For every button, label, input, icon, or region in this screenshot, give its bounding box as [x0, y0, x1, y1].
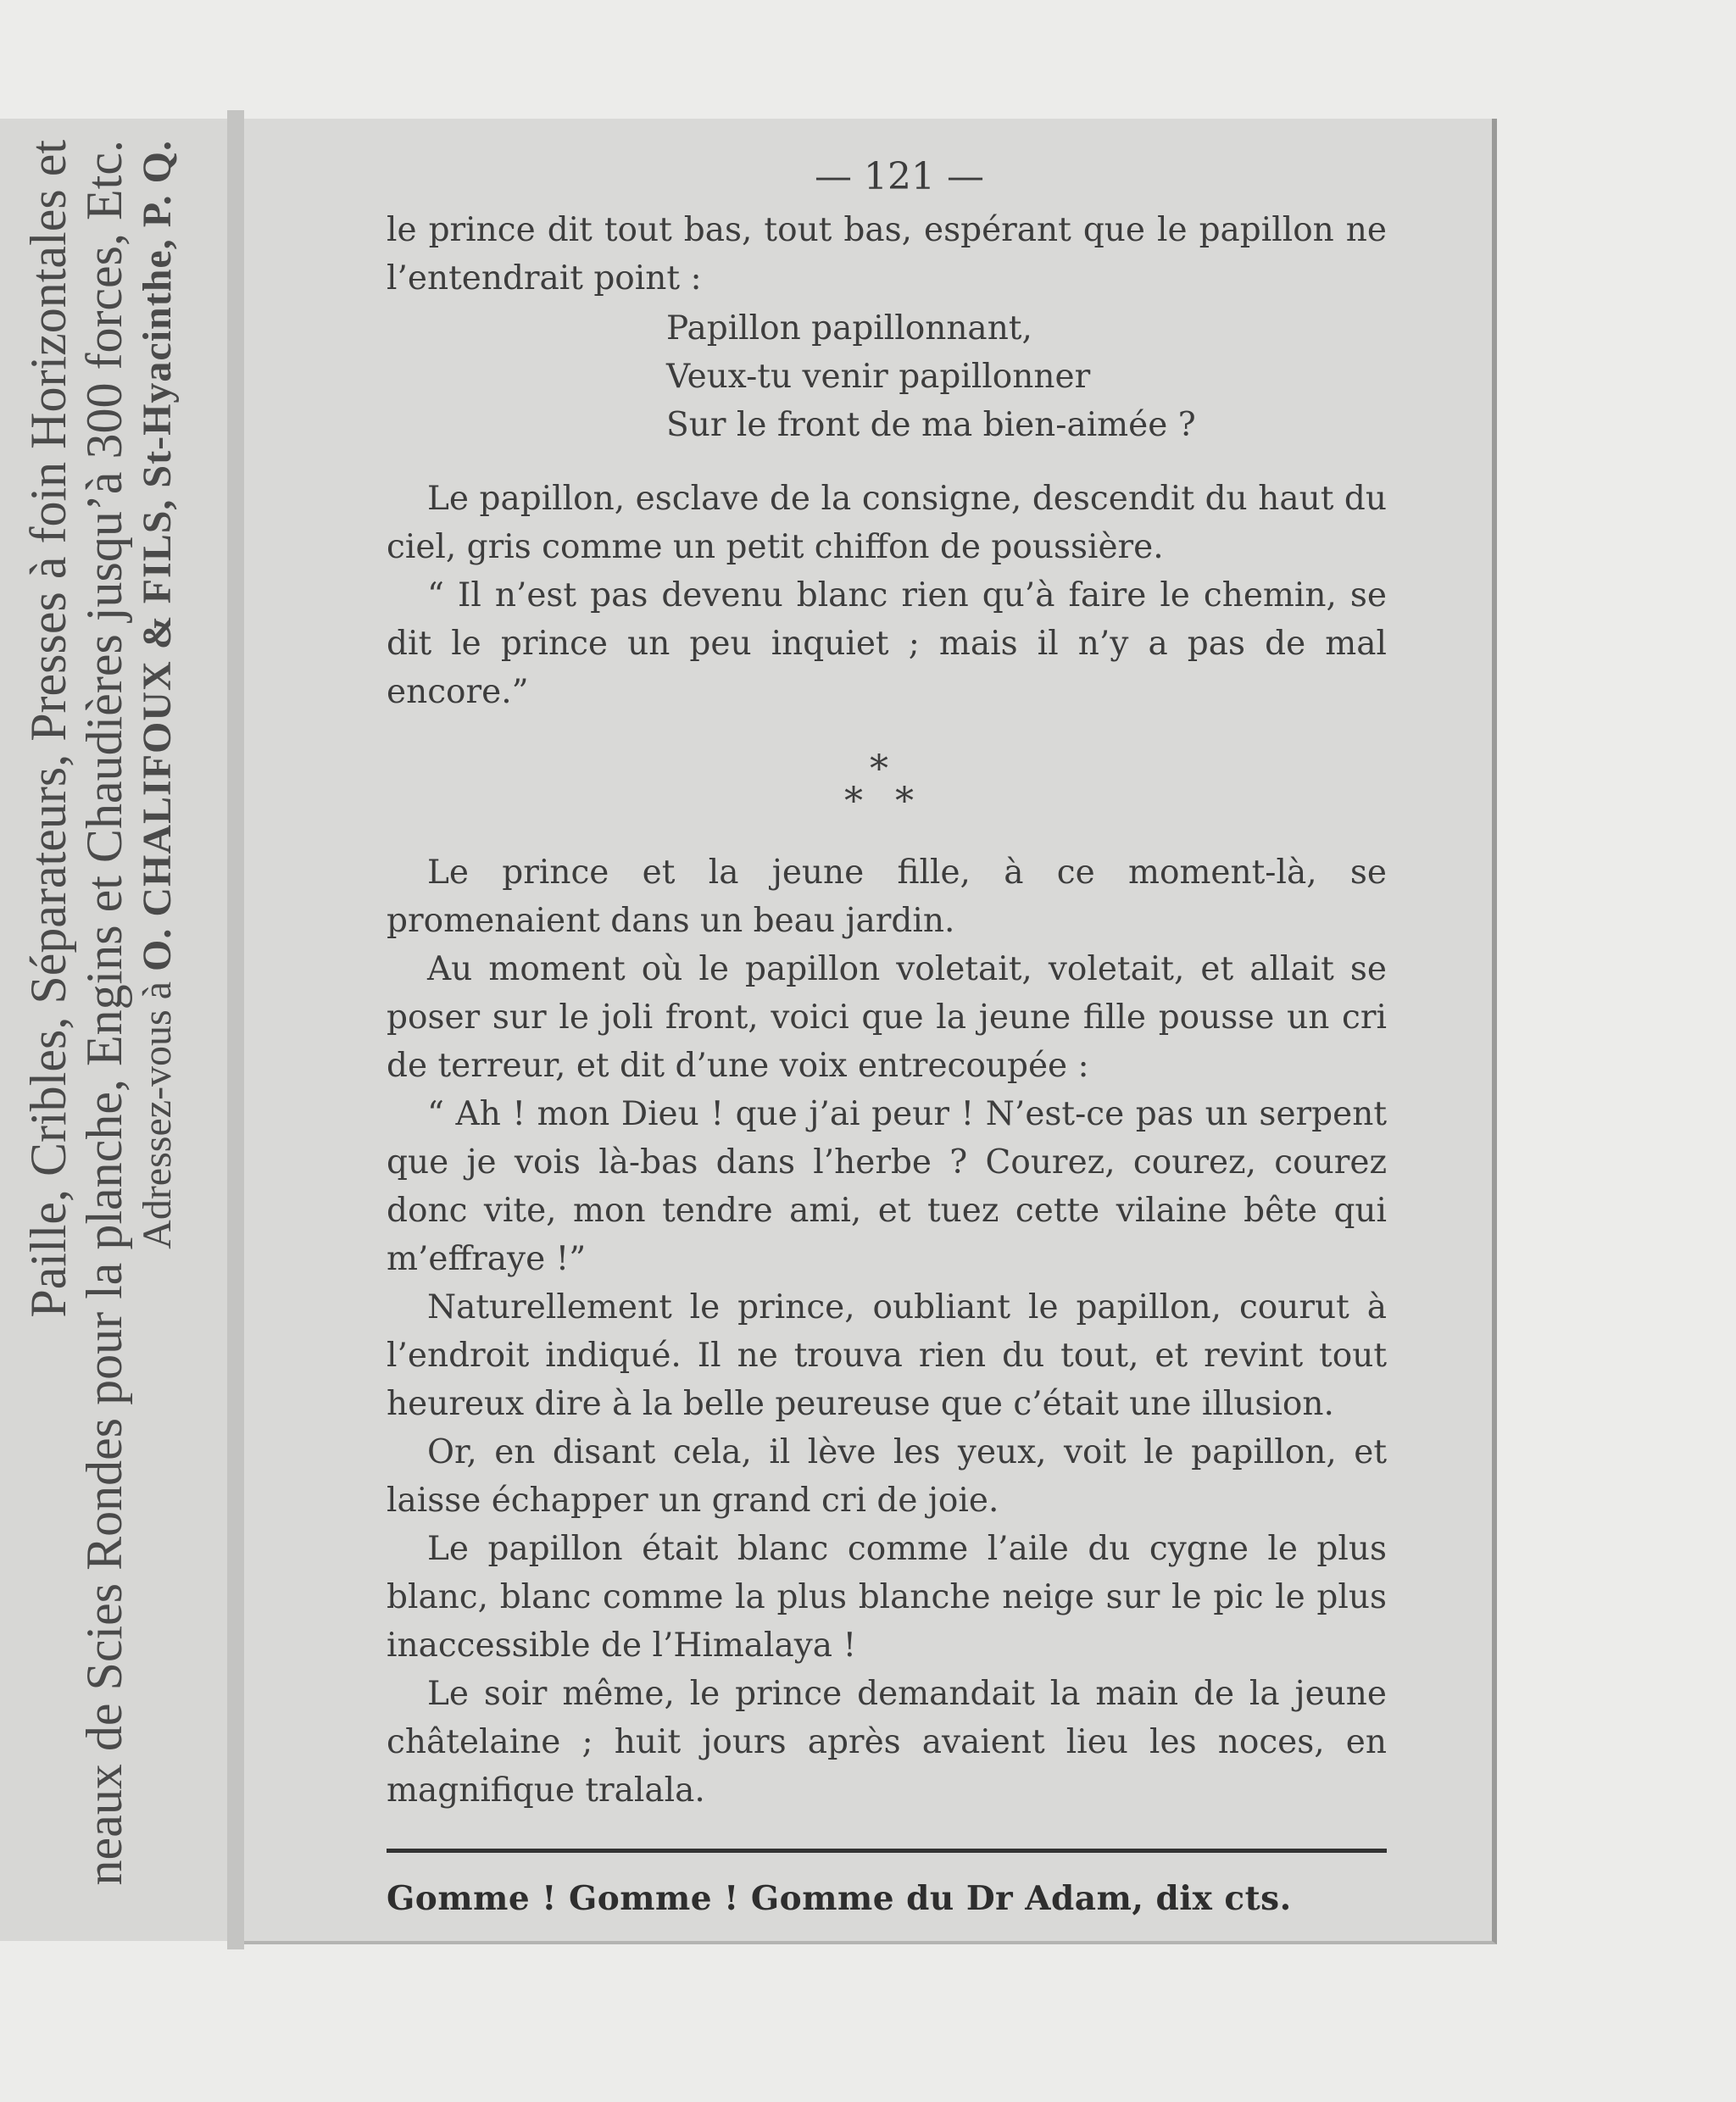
paragraph: “ Ah ! mon Dieu ! que j’ai peur ! N’est-ce pas un serpent que je vois là-bas dans l’herbe ? Courez, courez, courez donc vite, mon tendre ami, et tuez cette vilaine bête qui m’effraye !” — [387, 1095, 1387, 1278]
paragraph: “ Il n’est pas devenu blanc rien qu’à faire le chemin, se dit le prince un peu inquiet ; mais il n’y a pas de mal encore.” — [387, 576, 1387, 711]
footer-rule — [387, 1849, 1387, 1853]
book-page — [244, 119, 1497, 1944]
left-ad-company: O. CHALIFOUX & FILS, St-Hyacinthe, P. Q. — [135, 140, 180, 971]
left-page-advertisement — [20, 140, 207, 1920]
book-gutter — [227, 110, 244, 1949]
left-page-fragment — [0, 119, 230, 1941]
left-ad-line-1: Paille, Cribles, Séparateurs, Presses à foin Horizontales et — [20, 140, 76, 1318]
poem — [666, 304, 1387, 449]
paragraph: Le soir même, le prince demandait la main de la jeune châtelaine ; huit jours après avaient lieu les noces, en magnifique tralala. — [387, 1675, 1387, 1810]
paragraph: Au moment où le papillon voletait, voletait, et allait se poser sur le joli front, voici que la jeune fille pousse un cri de terreur, et dit d’une voix entrecoupée : — [387, 950, 1387, 1085]
footer-advertisement: Gomme ! Gomme ! Gomme du Dr Adam, dix cts. — [387, 1879, 1292, 1918]
page-text — [387, 153, 1387, 1923]
section-asterism — [387, 745, 1387, 838]
asterism-star: * — [870, 748, 888, 791]
left-ad-line-3 — [132, 140, 183, 1920]
paragraph: Le papillon, esclave de la consigne, descendit du haut du ciel, gris comme un petit chiffon de poussière. — [387, 480, 1387, 566]
poem-line: Sur le front de ma bien-aimée ? — [666, 406, 1196, 444]
paragraph-intro: le prince dit tout bas, tout bas, espérant que le papillon ne l’entendrait point : — [387, 211, 1387, 298]
poem-line: Veux-tu venir papillonner — [666, 358, 1091, 396]
left-ad-line-2: neaux de Scies Rondes pour la planche, Engins et Chaudières jusqu’à 300 forces, Etc. — [76, 140, 132, 1886]
asterism-star: * — [844, 780, 863, 823]
asterism-star: * — [895, 780, 914, 823]
paragraph: Or, en disant cela, il lève les yeux, voit le papillon, et laisse échapper un grand cri de joie. — [387, 1433, 1387, 1520]
paragraph: Le papillon était blanc comme l’aile du cygne le plus blanc, blanc comme la plus blanche neige sur le pic le plus inaccessible de l’Himalaya ! — [387, 1530, 1387, 1665]
poem-line: Papillon papillonnant, — [666, 309, 1032, 348]
left-ad-prefix: Adressez-vous à — [135, 981, 180, 1249]
paragraph: Naturellement le prince, oubliant le papillon, courut à l’endroit indiqué. Il ne trouva rien du tout, et revint tout heureux dire à la belle peureuse que c’était une illusion. — [387, 1288, 1387, 1423]
page-number: — 121 — — [815, 155, 984, 198]
paragraph: Le prince et la jeune fille, à ce moment-là, se promenaient dans un beau jardin. — [387, 854, 1387, 940]
